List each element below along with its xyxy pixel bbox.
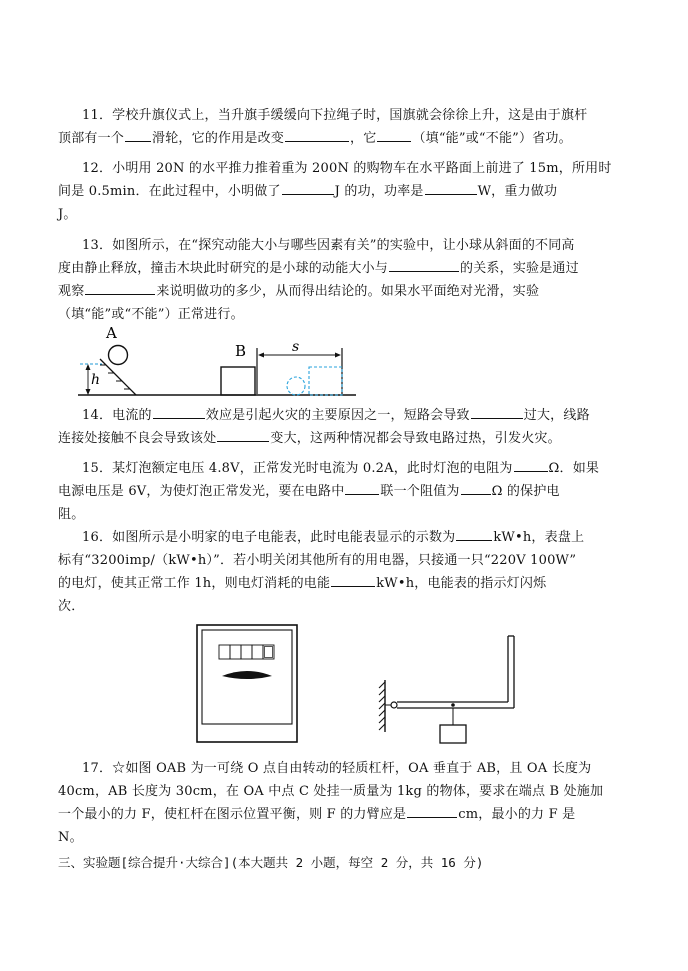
q12-text: 间是 0.5min．在此过程中，小明做了	[58, 184, 281, 199]
answer-blank[interactable]	[425, 180, 477, 195]
q11-text: ，它	[350, 131, 377, 146]
q16-text: 的电灯，使其正常工作 1h，则电灯消耗的电能	[58, 576, 331, 591]
answer-blank[interactable]	[285, 127, 349, 142]
point-c	[451, 703, 455, 707]
distance-arrow-head	[335, 353, 341, 358]
height-arrow-head	[86, 364, 91, 370]
answer-blank[interactable]	[217, 427, 269, 442]
digit-box	[241, 645, 252, 659]
q16-text: 次．	[58, 599, 85, 614]
q11-text: 顶部有一个	[58, 131, 125, 146]
q13-text: 度由静止释放，撞击木块此时研究的是小球的动能大小与	[58, 261, 389, 276]
digit-box	[230, 645, 241, 659]
answer-blank[interactable]	[471, 404, 523, 419]
answer-blank[interactable]	[345, 480, 379, 495]
q12-text: J。	[58, 207, 77, 222]
q15-text: 15．某灯泡额定电压 4.8V，正常发光时电流为 0.2A，此时灯泡的电阻为	[82, 461, 513, 476]
q13-text: 13．如图所示，在“探究动能大小与哪些因素有关”的实验中，让小球从斜面的不同高	[82, 238, 575, 253]
section-heading: 三、实验题[综合提升·大综合](本大题共 2 小题，每空 2 分，共 16 分)	[58, 855, 484, 870]
q16-text: kW•h，表盘上	[493, 530, 585, 545]
q14-text: 连接处接触不良会导致该处	[58, 431, 217, 446]
q15-text: 电源电压是 6V，为使灯泡正常发光，要在电路中	[58, 484, 345, 499]
question-17	[58, 757, 636, 849]
block-dashed	[309, 367, 342, 395]
q17-text: cm，最小的力 F 是	[458, 807, 576, 822]
question-14	[58, 404, 636, 450]
question-13	[58, 234, 636, 326]
answer-blank[interactable]	[125, 127, 151, 142]
answer-blank[interactable]	[153, 404, 205, 419]
q17-text: N。	[58, 830, 83, 845]
q13-text: （填“能”或“不能”）正常进行。	[58, 307, 244, 322]
q17-text: 一个最小的力 F，使杠杆在图示位置平衡，则 F 的力臂应是	[58, 807, 407, 822]
answer-blank[interactable]	[377, 127, 411, 142]
label-a: A	[106, 324, 117, 342]
digit-box	[252, 645, 263, 659]
q11-text: （填“能”或“不能”）省功。	[412, 131, 572, 146]
question-11	[58, 104, 636, 150]
q15-text: 联一个阻值为	[380, 484, 460, 499]
meter-digits	[219, 645, 274, 659]
electric-meter-figure	[196, 624, 298, 744]
label-s: s	[292, 339, 300, 355]
q15-text: Ω 的保护电	[491, 484, 560, 499]
q17-text: 40cm，AB 长度为 30cm，在 OA 中点 C 处挂一质量为 1kg 的物体，要求在端点 B 处施加	[58, 784, 604, 799]
q11-text: 11．学校升旗仪式上，当升旗手缓缓向下拉绳子时，国旗就会徐徐上升，这是由于旗杆	[82, 108, 588, 123]
q11-text: 滑轮，它的作用是改变	[152, 131, 285, 146]
distance-arrow-head	[258, 353, 264, 358]
q13-text: 的关系，实验是通过	[460, 261, 579, 276]
answer-blank[interactable]	[282, 180, 334, 195]
q13-text: 观察	[58, 284, 85, 299]
answer-blank[interactable]	[514, 457, 548, 472]
label-h: h	[91, 372, 101, 388]
q17-text: 17．☆如图 OAB 为一可绕 O 点自由转动的轻质杠杆，OA 垂直于 AB，且 OA 长度为	[82, 761, 592, 776]
meter-rotor-disc	[222, 671, 272, 679]
ball-dashed	[287, 377, 305, 395]
q14-text: 14．电流的	[82, 408, 152, 423]
answer-blank[interactable]	[461, 480, 491, 495]
q15-text: Ω．如果	[548, 461, 600, 476]
height-arrow-head	[86, 389, 91, 395]
question-16	[58, 526, 636, 618]
answer-blank[interactable]	[331, 572, 375, 587]
lever-figure	[372, 624, 540, 746]
q13-text: 来说明做功的多少，从而得出结论的。如果水平面绝对光滑，实验	[156, 284, 540, 299]
ball-a	[109, 346, 128, 365]
incline-experiment-figure	[78, 320, 358, 402]
q14-text: 变大，这两种情况都会导致电路过热，引发火灾。	[270, 431, 561, 446]
pivot-o	[391, 702, 397, 708]
wall-hatch	[379, 682, 385, 730]
q16-text: 16．如图所示是小明家的电子电能表，此时电能表显示的示数为	[82, 530, 456, 545]
q15-text: 阻。	[58, 507, 85, 522]
q14-text: 过大，线路	[523, 408, 590, 423]
q16-text: 标有“3200imp/（kW•h）”．若小明关闭其他所有的用电器，只接通一只“220V 100W”	[58, 553, 577, 568]
label-b: B	[235, 342, 247, 360]
block-b	[221, 367, 255, 395]
digit-box	[219, 645, 230, 659]
answer-blank[interactable]	[389, 257, 459, 272]
answer-blank[interactable]	[85, 280, 155, 295]
q12-text: 12．小明用 20N 的水平推力推着重为 200N 的购物车在水平路面上前进了 15m，所用时	[82, 161, 612, 176]
hanging-weight	[440, 725, 466, 743]
answer-blank[interactable]	[407, 803, 457, 818]
question-15	[58, 457, 636, 526]
q14-text: 效应是引起火灾的主要原因之一，短路会导致	[205, 408, 470, 423]
answer-blank[interactable]	[456, 526, 492, 541]
q16-text: kW•h，电能表的指示灯闪烁	[376, 576, 547, 591]
question-12	[58, 157, 636, 226]
q12-text: W，重力做功	[477, 184, 558, 199]
q12-text: J 的功，功率是	[334, 184, 424, 199]
decimal-digit-frame	[265, 647, 273, 658]
